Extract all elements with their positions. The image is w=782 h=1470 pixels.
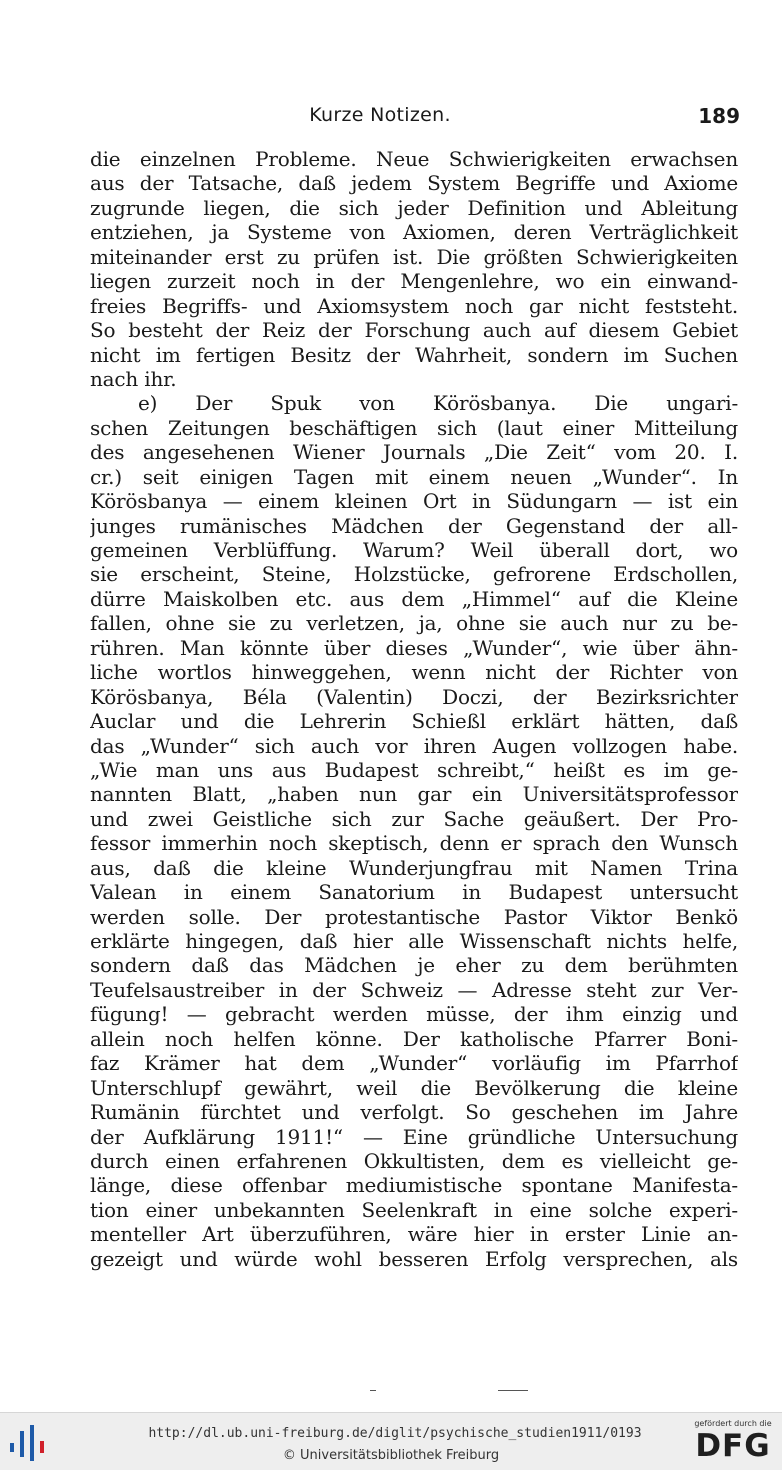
text-line: faz Krämer hat dem „Wunder“ vorläufig im Pfarrhof <box>90 1051 738 1076</box>
text-line: Teufelsaustreiber in der Schweiz — Adresse steht zur Ver- <box>90 977 738 1002</box>
text-line: die einzelnen Probleme. Neue Schwierigkeiten erwachsen <box>90 147 738 171</box>
text-line: sondern daß das Mädchen je eher zu dem berühmten <box>90 953 738 978</box>
scan-mark <box>370 1390 376 1391</box>
text-line: fallen, ohne sie zu verletzen, ja, ohne sie auch nur zu be- <box>90 611 738 636</box>
permalink-url[interactable]: http://dl.ub.uni-freiburg.de/diglit/psychische_studien1911/0193 <box>148 1426 642 1441</box>
text-line: schen Zeitungen beschäftigen sich (laut einer Mitteilung <box>90 415 738 440</box>
text-line: Körösbanya — einem kleinen Ort in Südungarn — ist ein <box>90 489 738 514</box>
scan-mark <box>498 1390 528 1391</box>
text-line: nach ihr. <box>90 366 177 391</box>
text-line: allein noch helfen könne. Der katholische Pfarrer Boni- <box>90 1026 738 1051</box>
text-line: sie erscheint, Steine, Holzstücke, gefrorene Erdschollen, <box>90 562 738 587</box>
text-line: länge, diese offenbar mediumistische spontane Manifesta- <box>90 1173 738 1198</box>
text-line: und zwei Geistliche sich zur Sache geäußert. Der Pro- <box>90 806 738 831</box>
text-line: Auclar und die Lehrerin Schießl erklärt hätten, daß <box>90 709 738 734</box>
text-line: cr.) seit einigen Tagen mit einem neuen „Wunder“. In <box>90 464 738 489</box>
text-line: menteller Art überzuführen, wäre hier in erster Linie an- <box>90 1222 738 1247</box>
text-line: tion einer unbekannten Seelenkraft in eine solche experi- <box>90 1197 738 1222</box>
text-line: aus, daß die kleine Wunderjungfrau mit Namen Trina <box>90 855 738 880</box>
page-header <box>90 104 740 134</box>
dfg-logo-text: DFG <box>695 1428 771 1464</box>
text-line: freies Begriffs- und Axiomsystem noch gar nicht feststeht. <box>90 293 738 318</box>
copyright-notice: © Universitätsbibliothek Freiburg <box>282 1448 500 1463</box>
text-line: dürre Maiskolben etc. aus dem „Himmel“ auf die Kleine <box>90 586 738 611</box>
text-line: gemeinen Verblüffung. Warum? Weil überall dort, wo <box>90 538 738 562</box>
viewer-footer <box>0 1412 782 1470</box>
text-line: fessor immerhin noch skeptisch, denn er sprach den Wunsch <box>90 831 738 856</box>
text-line: nannten Blatt, „haben nun gar ein Universitätsprofessor <box>90 782 738 807</box>
text-line: liegen zurzeit noch in der Mengenlehre, wo ein einwand- <box>90 269 738 294</box>
text-line: „Wie man uns aus Budapest schreibt,“ heißt es im ge- <box>90 757 738 782</box>
text-line: miteinander erst zu prüfen ist. Die größten Schwierigkeiten <box>90 244 738 269</box>
text-line: Valean in einem Sanatorium in Budapest untersucht <box>90 880 738 905</box>
text-line: Körösbanya, Béla (Valentin) Doczi, der Bezirksrichter <box>90 684 738 709</box>
text-line: junges rumänisches Mädchen der Gegenstand der all- <box>90 513 738 538</box>
text-line: e) Der Spuk von Körösbanya. Die ungari- <box>138 391 738 416</box>
scan-marks <box>0 1390 782 1396</box>
text-line: das „Wunder“ sich auch vor ihren Augen vollzogen habe. <box>90 733 738 758</box>
text-line: des angesehenen Wiener Journals „Die Zeit“ vom 20. I. <box>90 440 738 465</box>
text-line: gezeigt und würde wohl besseren Erfolg versprechen, als <box>90 1246 738 1271</box>
text-line: der Aufklärung 1911!“ — Eine gründliche Untersuchung <box>90 1124 738 1149</box>
text-line: liche wortlos hinweggehen, wenn nicht der Richter von <box>90 660 738 685</box>
text-line: Rumänin fürchtet und verfolgt. So geschehen im Jahre <box>90 1100 738 1125</box>
running-head: Kurze Notizen. <box>309 104 451 126</box>
text-line: Unterschlupf gewährt, weil die Bevölkerung die kleine <box>90 1075 738 1100</box>
text-line: zugrunde liegen, die sich jeder Definition und Ableitung <box>90 195 738 220</box>
body-text <box>90 147 738 1271</box>
dfg-logo[interactable] <box>692 1419 774 1467</box>
text-line: werden solle. Der protestantische Pastor Viktor Benkö <box>90 904 738 929</box>
text-line: rühren. Man könnte über dieses „Wunder“, wie über ähn- <box>90 635 738 660</box>
text-line: entziehen, ja Systeme von Axiomen, deren Verträglichkeit <box>90 220 738 245</box>
page-number: 189 <box>698 104 740 128</box>
text-line: So besteht der Reiz der Forschung auch auf diesem Gebiet <box>90 318 738 343</box>
text-line: durch einen erfahrenen Okkultisten, dem es vielleicht ge- <box>90 1148 738 1173</box>
text-line: fügung! — gebracht werden müsse, der ihm einzig und <box>90 1002 738 1027</box>
text-line: aus der Tatsache, daß jedem System Begriffe und Axiome <box>90 171 738 196</box>
dfg-caption: gefördert durch die <box>694 1419 772 1428</box>
text-line: nicht im fertigen Besitz der Wahrheit, sondern im Suchen <box>90 342 738 367</box>
text-line: erklärte hingegen, daß hier alle Wissenschaft nichts helfe, <box>90 929 738 953</box>
